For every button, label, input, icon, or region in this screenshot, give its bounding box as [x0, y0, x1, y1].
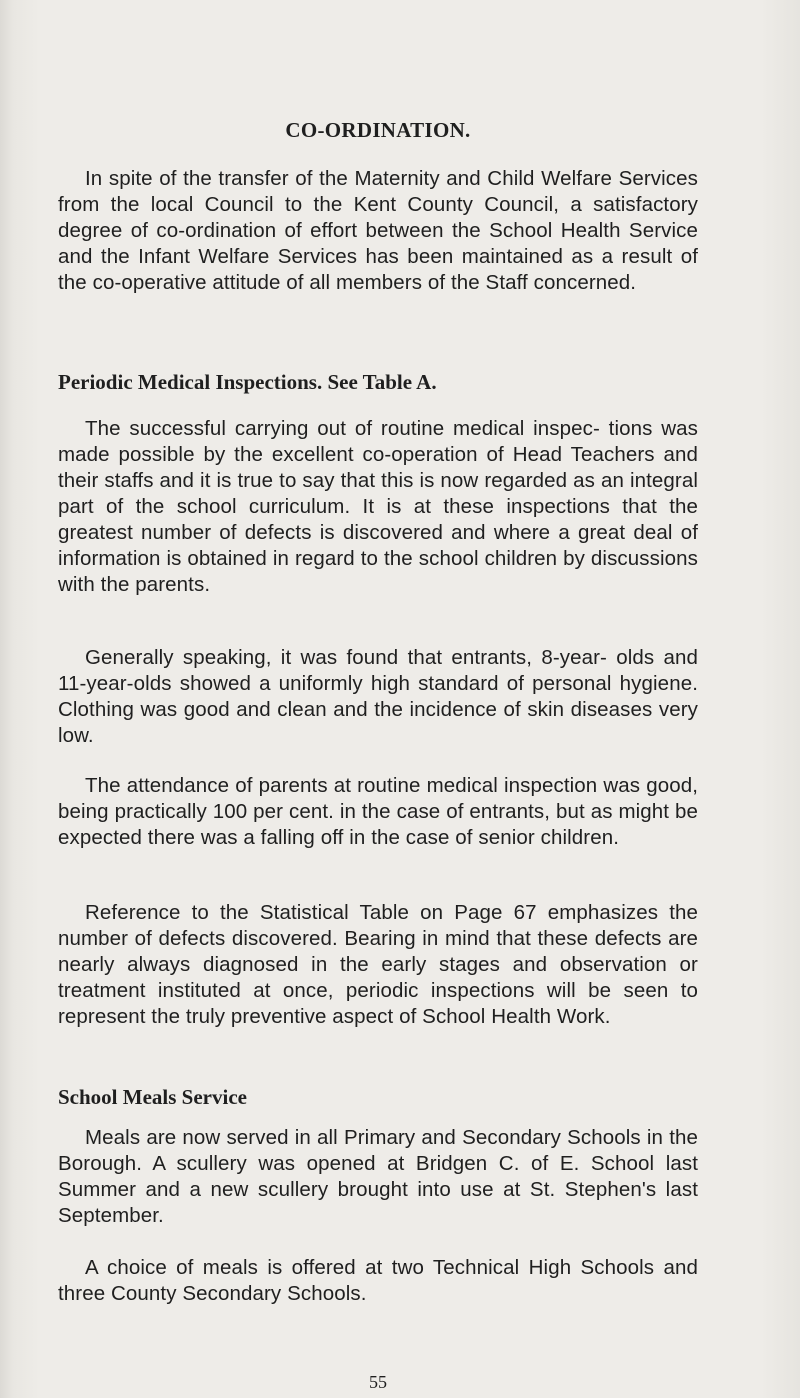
paragraph-meals-1: Meals are now served in all Primary and Secondary Schools in the Borough. A scullery was opened at Bridgen C. of E. School last Summer and a new scullery brought into use at St. Stephen's last September. — [58, 1126, 698, 1227]
section-title: CO-ORDINATION. — [285, 118, 471, 142]
paragraph-inspections-1: The successful carrying out of routine medical inspec- tions was made possible by the excellent co-operation of Head Teachers and their staffs and it is true to say that this is now regarded as an integral part of the school curriculum. It is at these inspections that the greatest number of defects is discovered and where a great deal of information is obtained in regard to the school children by discussions with the parents. — [58, 417, 698, 596]
paragraph-inspections-2: Generally speaking, it was found that entrants, 8-year- olds and 11-year-olds showed a uniformly high standard of personal hygiene. Clothing was good and clean and the incidence of skin diseases very low. — [58, 646, 698, 747]
page-number: 55 — [369, 1372, 387, 1392]
heading-school-meals-service: School Meals Service — [58, 1085, 247, 1109]
paragraph-meals-2: A choice of meals is offered at two Technical High Schools and three County Secondary Schools. — [58, 1256, 698, 1305]
paragraph-coordination: In spite of the transfer of the Maternity and Child Welfare Services from the local Council to the Kent County Council, a satisfactory degree of co-ordination of effort between the School Health Service and the Infant Welfare Services has been maintained as a result of the co-operative attitude of all members of the Staff concerned. — [58, 167, 698, 294]
paragraph-inspections-3: The attendance of parents at routine medical inspection was good, being practically 100 per cent. in the case of entrants, but as might be expected there was a falling off in the case of senior children. — [58, 774, 698, 849]
heading-periodic-medical-inspections: Periodic Medical Inspections. See Table A. — [58, 370, 437, 394]
paragraph-inspections-4: Reference to the Statistical Table on Page 67 emphasizes the number of defects discovered. Bearing in mind that these defects are nearly always diagnosed in the early stages and observation or treatment instituted at once, periodic inspections will be seen to represent the truly preventive aspect of School Health Work. — [58, 901, 698, 1028]
